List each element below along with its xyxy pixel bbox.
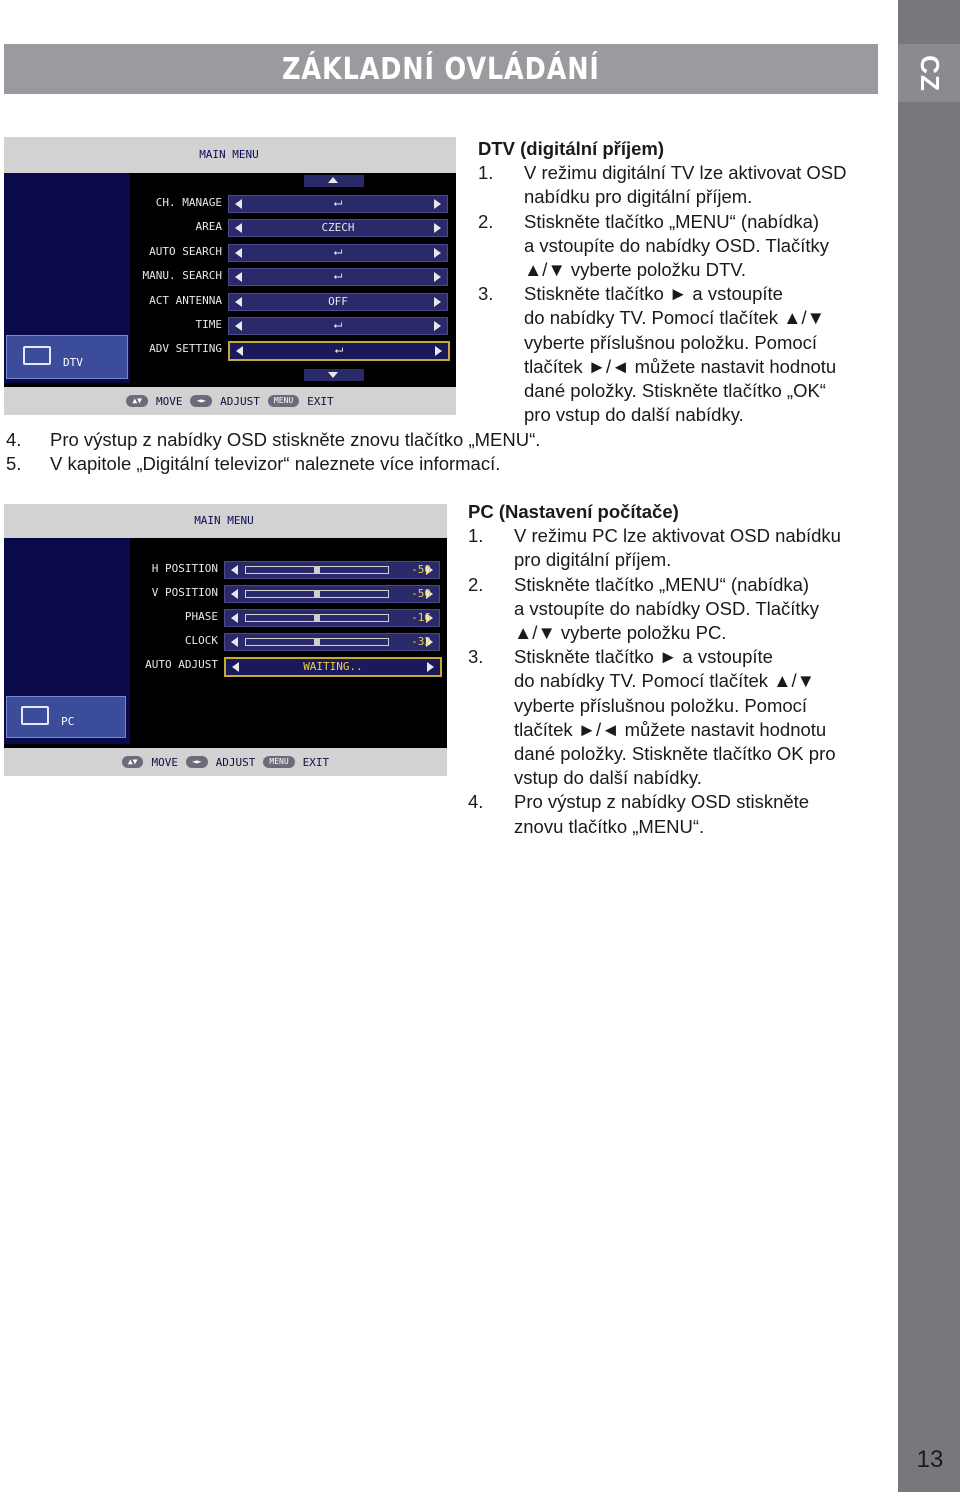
osd-row-value: OFF	[328, 294, 348, 308]
dtv-instructions	[478, 137, 888, 427]
slider-thumb	[314, 638, 320, 646]
osd-row-field[interactable]	[228, 317, 448, 335]
scroll-up-arrow-icon	[304, 175, 364, 187]
osd-title-bar	[4, 137, 456, 173]
osd-row-label: AUTO ADJUST	[145, 658, 218, 671]
list-line: Pro výstup z nabídky OSD stiskněte znovu tlačítko „MENU“.	[50, 429, 541, 450]
osd-row-value: -50	[411, 563, 431, 576]
slider-thumb	[314, 590, 320, 598]
list-line: Stiskněte tlačítko „MENU“ (nabídka)	[524, 210, 820, 232]
list-line: znovu tlačítko „MENU“.	[514, 815, 705, 837]
list-item	[6, 428, 540, 452]
osd-row-field[interactable]	[228, 195, 448, 213]
slider-track	[245, 614, 389, 622]
exit-hint: EXIT	[302, 755, 330, 769]
osd-row-field[interactable]	[224, 561, 440, 579]
slider-track	[245, 590, 389, 598]
osd-row-label: ADV SETTING	[149, 342, 222, 356]
language-tab	[898, 44, 960, 102]
list-item	[478, 161, 888, 209]
osd-row-label: MANU. SEARCH	[142, 269, 222, 283]
list-line: vstup do další nabídky.	[514, 767, 702, 789]
list-line: vyberte příslušnou položku. Pomocí	[524, 331, 818, 353]
left-arrow-icon	[231, 565, 238, 575]
menu-button-icon: MENU	[268, 395, 299, 407]
scroll-down-arrow-icon	[304, 369, 364, 381]
list-number: 1.	[468, 525, 484, 547]
dtv-osd-screenshot	[4, 137, 456, 415]
list-item	[468, 790, 888, 838]
adjust-arrows-icon: ◄►	[190, 395, 212, 407]
left-arrow-icon	[231, 613, 238, 623]
adjust-hint: ADJUST	[215, 755, 256, 769]
list-number: 5.	[6, 453, 22, 475]
enter-icon: ⮠	[334, 345, 344, 358]
osd-row-label: V POSITION	[151, 586, 218, 599]
osd-mode-label: DTV	[63, 356, 83, 369]
osd-row-field[interactable]	[224, 657, 442, 677]
language-tab-label: CZ	[914, 54, 945, 92]
osd-row-value: -32	[411, 635, 431, 648]
adjust-hint: ADJUST	[220, 394, 260, 408]
osd-row-label: PHASE	[184, 610, 218, 623]
list-item	[478, 282, 888, 427]
list-number: 2.	[468, 573, 484, 595]
osd-row-label: CLOCK	[184, 634, 218, 647]
page-title: ZÁKLADNÍ OVLÁDÁNÍ	[282, 51, 600, 87]
enter-icon: ⮠	[333, 271, 343, 284]
slider-track	[245, 638, 389, 646]
slider-thumb	[314, 614, 320, 622]
list-line: V režimu PC lze aktivovat OSD nabídku	[514, 525, 841, 547]
dtv-heading: DTV (digitální příjem)	[478, 138, 665, 159]
exit-hint: EXIT	[307, 394, 334, 408]
list-line: a vstoupíte do nabídky OSD. Tlačítky	[514, 597, 820, 619]
list-line: Pro výstup z nabídky OSD stiskněte	[514, 791, 810, 813]
osd-row-label: AREA	[195, 220, 222, 234]
left-arrow-icon	[231, 589, 238, 599]
osd-mode-tab	[6, 335, 128, 379]
osd-control-hints	[4, 748, 447, 776]
move-arrows-icon: ▲▼	[126, 395, 148, 407]
list-number: 4.	[468, 791, 484, 813]
osd-row-value: CZECH	[321, 221, 355, 235]
osd-row-field[interactable]	[228, 219, 448, 237]
page-number: 13	[916, 1446, 944, 1473]
pc-heading: PC (Nastavení počítače)	[468, 501, 679, 522]
osd-row-value: -50	[411, 587, 431, 600]
osd-row-field[interactable]	[224, 585, 440, 603]
osd-row-label: AUTO SEARCH	[149, 244, 222, 258]
enter-icon: ⮠	[333, 320, 343, 332]
list-line: Stiskněte tlačítko „MENU“ (nabídka)	[514, 573, 810, 595]
title-bar	[4, 44, 878, 94]
osd-row-field[interactable]	[228, 293, 448, 311]
list-line: tlačítek ►/◄ můžete nastavit hodnotu	[524, 355, 837, 377]
list-line: do nabídky TV. Pomocí tlačítek ▲/▼	[524, 307, 825, 329]
tv-icon	[21, 706, 49, 725]
osd-row-value: -16	[411, 611, 431, 624]
list-number: 3.	[478, 283, 494, 305]
osd-title: MAIN MENU	[199, 148, 259, 161]
osd-row-field[interactable]	[228, 268, 448, 286]
list-number: 3.	[468, 646, 484, 668]
move-hint: MOVE	[151, 755, 178, 769]
osd-control-hints	[4, 387, 456, 415]
osd-mode-label: PC	[61, 715, 75, 728]
list-line: V kapitole „Digitální televizor“ naleznete více informací.	[50, 453, 501, 475]
osd-row-field[interactable]	[228, 244, 448, 262]
enter-icon: ⮠	[333, 246, 343, 259]
list-item	[468, 524, 888, 572]
list-line: do nabídky TV. Pomocí tlačítek ▲/▼	[514, 670, 815, 692]
list-line: a vstoupíte do nabídky OSD. Tlačítky	[524, 234, 830, 256]
list-line: pro digitální příjem.	[514, 549, 672, 571]
move-hint: MOVE	[155, 394, 183, 408]
enter-icon: ⮠	[333, 198, 343, 210]
osd-row-field[interactable]	[224, 609, 440, 627]
osd-row-label: H POSITION	[151, 562, 218, 575]
osd-row-field[interactable]	[224, 633, 440, 651]
left-arrow-icon	[231, 637, 238, 647]
list-line: dané položky. Stiskněte tlačítko „OK“	[524, 380, 826, 402]
list-number: 2.	[478, 210, 494, 232]
osd-row-field[interactable]	[228, 341, 450, 361]
list-line: Stiskněte tlačítko ► a vstoupíte	[524, 283, 783, 305]
osd-row-value: WAITING..	[303, 660, 363, 673]
osd-row-label: TIME	[195, 318, 222, 331]
osd-title-bar	[4, 504, 447, 538]
list-line: Stiskněte tlačítko ► a vstoupíte	[514, 646, 773, 668]
list-number: 1.	[478, 162, 494, 184]
slider-thumb	[314, 566, 320, 574]
list-item	[478, 210, 888, 283]
list-line: V režimu digitální TV lze aktivovat OSD	[524, 162, 847, 184]
list-item	[468, 645, 888, 790]
tv-icon	[23, 346, 51, 365]
osd-title: MAIN MENU	[194, 514, 254, 527]
list-item	[6, 452, 500, 476]
slider-track	[245, 566, 389, 574]
adjust-arrows-icon: ◄►	[186, 756, 208, 768]
list-line: ▲/▼ vyberte položku PC.	[514, 622, 727, 644]
move-arrows-icon: ▲▼	[122, 756, 144, 768]
list-line: tlačítek ►/◄ můžete nastavit hodnotu	[514, 718, 827, 740]
osd-mode-tab	[6, 696, 126, 738]
pc-instructions	[468, 500, 888, 839]
list-item	[468, 573, 888, 646]
list-number: 4.	[6, 429, 22, 450]
osd-row-label: ACT ANTENNA	[149, 293, 222, 307]
list-line: pro vstup do další nabídky.	[524, 404, 744, 426]
list-line: nabídku pro digitální příjem.	[524, 186, 753, 208]
list-line: dané položky. Stiskněte tlačítko OK pro	[514, 743, 836, 765]
side-tab-bar	[898, 0, 960, 1492]
list-line: ▲/▼ vyberte položku DTV.	[524, 259, 747, 281]
pc-osd-screenshot	[4, 504, 447, 776]
menu-button-icon: MENU	[263, 756, 294, 768]
list-line: vyberte příslušnou položku. Pomocí	[514, 694, 808, 716]
osd-row-label: CH. MANAGE	[155, 196, 222, 209]
